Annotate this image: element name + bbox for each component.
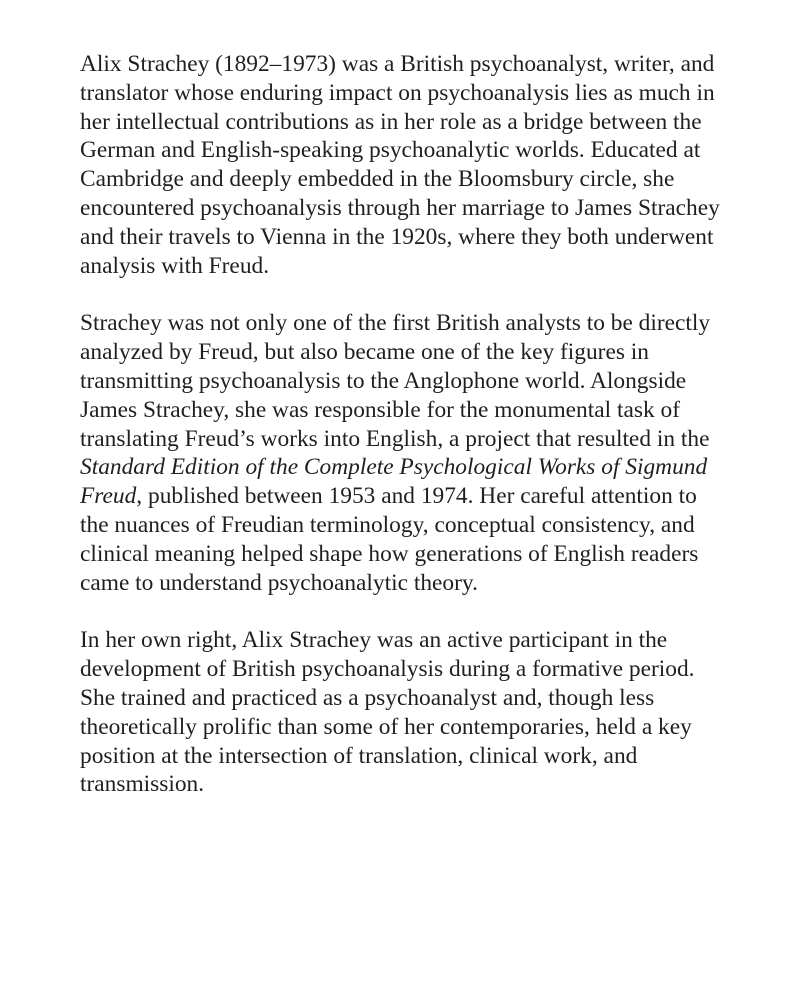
paragraph-3: In her own right, Alix Strachey was an active participant in the development of British psychoanalysis during a formative period. She trained and practiced as a psychoanalyst and, though less theoretically prolific than some of her contemporaries, held a key position at the intersection of translation, clinical work, and transmission. <box>80 627 695 798</box>
article-body <box>80 50 720 828</box>
paragraph-2 <box>80 309 720 597</box>
standard-edition-title: Standard Edition of the Complete Psychological Works of Sigmund Freud <box>80 454 708 510</box>
paragraph-1: Alix Strachey (1892–1973) was a British psychoanalyst, writer, and translator whose enduring impact on psychoanalysis lies as much in her intellectual contributions as in her role as a bridge between the German and English-speaking psychoanalytic worlds. Educated at Cambridge and deeply embedded in the Bloomsbury circle, she encountered psychoanalysis through her marriage to James Strachey and their travels to Vienna in the 1920s, where they both underwent analysis with Freud. <box>80 51 720 279</box>
paragraph-2-text-before: Strachey was not only one of the first British analysts to be directly analyzed by Freud, but also became one of the key figures in transmitting psychoanalysis to the Anglophone world. Alongside James Strachey, she was responsible for the monumental task of translating Freud’s works into English, a project that resulted in the <box>80 310 711 452</box>
paragraph-2-text-after: , published between 1953 and 1974. Her careful attention to the nuances of Freudian terminology, conceptual consistency, and clinical meaning helped shape how generations of English readers came to understand psychoanalytic theory. <box>80 483 699 596</box>
